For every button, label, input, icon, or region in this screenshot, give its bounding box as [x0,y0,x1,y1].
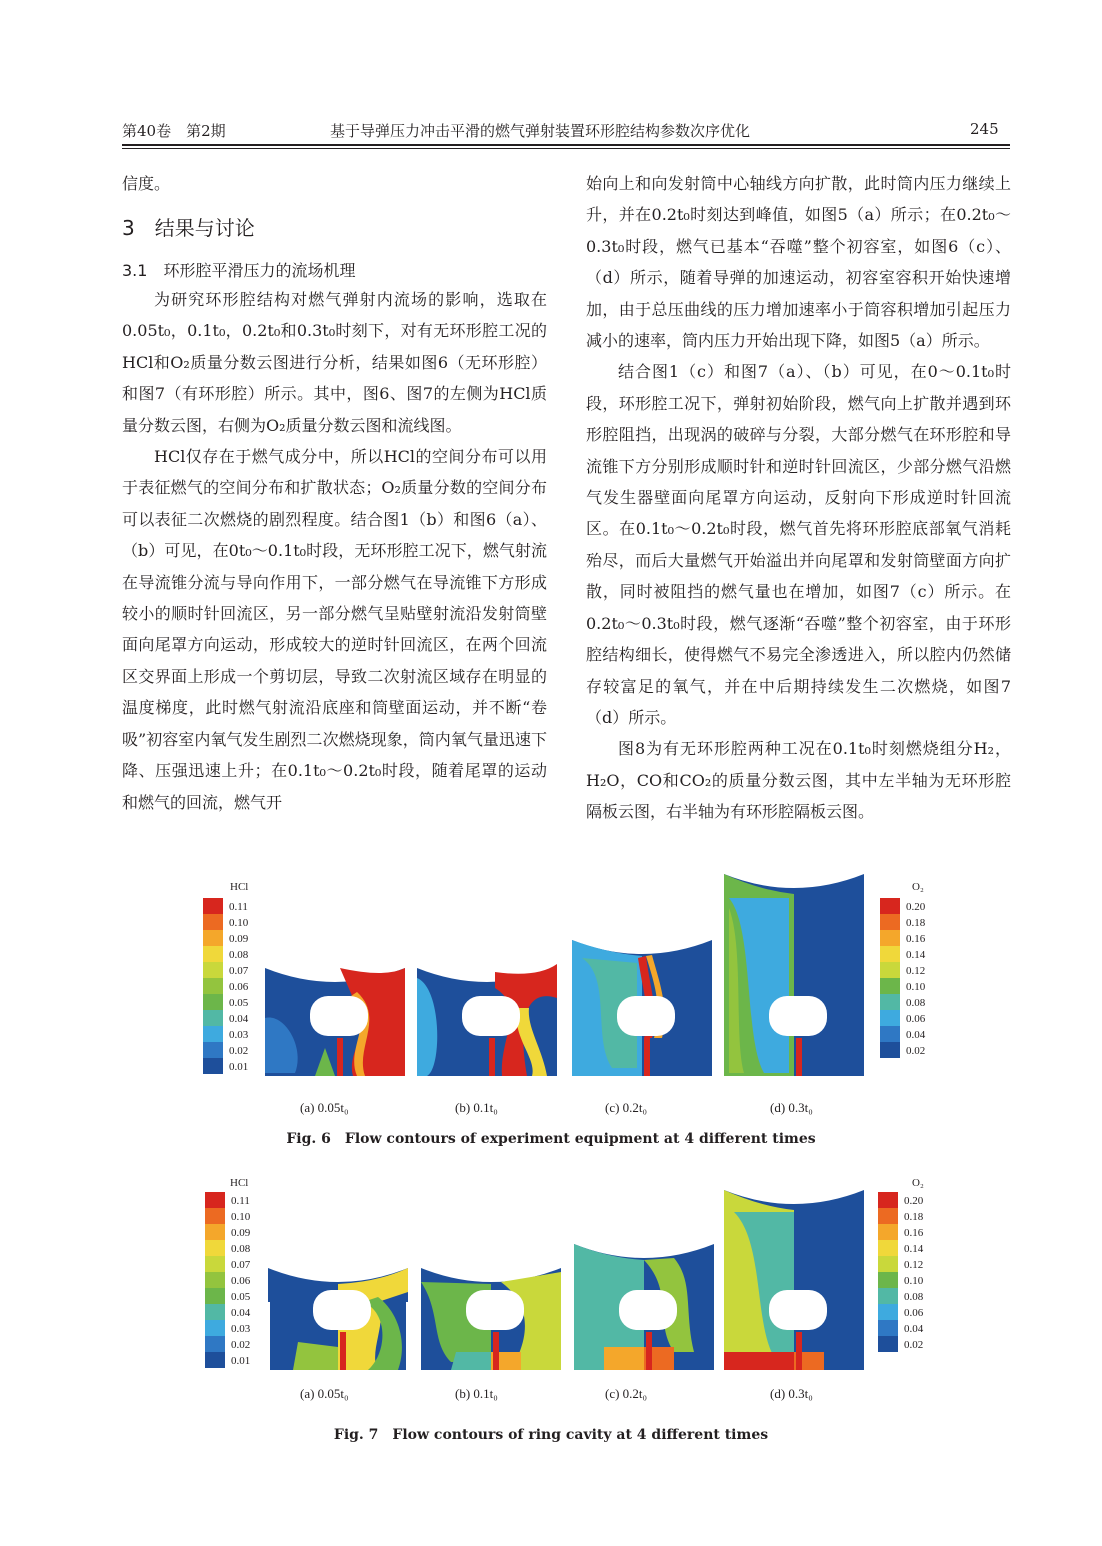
legend-tick-label: 0.12 [906,965,926,977]
hcl-legend [203,881,249,1074]
paragraph: 信度。 [122,174,171,193]
legend-tick-label: 0.08 [906,997,926,1009]
legend-tick-label: 0.08 [229,949,249,961]
running-title: 基于导弹压力冲击平滑的燃气弹射装置环形腔结构参数次序优化 [330,122,751,140]
legend-tick-label: 0.18 [904,1211,924,1223]
legend-tick-label: 0.05 [231,1291,251,1303]
legend-swatch [205,1320,225,1336]
left-column-body [122,284,547,818]
legend-swatch [880,946,900,962]
legend-swatch [880,930,900,946]
paragraph: 为研究环形腔结构对燃气弹射内流场的影响，选取在0.05t₀，0.1t₀，0.2t₀和0.3t₀时刻下，对有无环形腔工况的HCl和O₂质量分数云图进行分析，结果如图6（无环形腔）和图7（有环形腔）所示。其中，图6、图7的左侧为HCl质量分数云图，右侧为O₂质量分数云图和流线图。 [122,290,547,435]
legend-swatch [205,1240,225,1256]
contour-panel-b [421,1268,561,1370]
legend-tick-label: 0.09 [229,933,249,945]
contour-panel-d [724,1190,864,1370]
right-column [586,168,1011,828]
contour-panel-b [417,964,557,1076]
paragraph: 图8为有无环形腔两种工况在0.1t₀时刻燃烧组分H₂，H₂O，CO和CO₂的质量分数云图，其中左半轴为无环形腔隔板云图，右半轴为有环形腔隔板云图。 [586,739,1011,822]
legend-swatch [878,1192,898,1208]
legend-title: HCl [230,1177,249,1189]
figure-6 [0,868,1102,1124]
legend-swatch [203,1042,223,1058]
legend-tick-label: 0.20 [906,901,926,913]
legend-swatch [203,914,223,930]
legend-title: O₂ [912,1177,924,1189]
legend-tick-label: 0.06 [906,1013,926,1025]
legend-tick-label: 0.02 [904,1339,924,1351]
legend-swatch [205,1192,225,1208]
legend-tick-label: 0.11 [231,1195,250,1207]
legend-tick-label: 0.10 [231,1211,251,1223]
contour-panel-a [268,1268,408,1370]
header-rule [122,144,1010,146]
legend-swatch [880,914,900,930]
legend-tick-label: 0.09 [231,1227,251,1239]
panel-label-c: (c) 0.2t₀ [605,1386,648,1401]
legend-swatch [878,1320,898,1336]
left-column [122,168,547,199]
legend-swatch [205,1336,225,1352]
legend-swatch [203,898,223,914]
contour-panel-a [265,968,405,1076]
legend-swatch [205,1352,225,1368]
legend-swatch [205,1288,225,1304]
legend-swatch [203,1010,223,1026]
legend-swatch [205,1304,225,1320]
legend-tick-label: 0.14 [904,1243,924,1255]
legend-swatch [880,898,900,914]
figure-7-caption: Fig. 7 Flow contours of ring cavity at 4 different times [333,1427,769,1443]
panel-label-b: (b) 0.1t₀ [455,1100,498,1115]
contour-panels [265,874,864,1076]
subsection-heading: 3.1 环形腔平滑压力的流场机理 [122,261,356,280]
legend-swatch [878,1288,898,1304]
paragraph: HCl仅存在于燃气成分中，所以HCl的空间分布可以用于表征燃气的空间分布和扩散状态；O₂质量分数的空间分布可以表征二次燃烧的剧烈程度。结合图1（b）和图6（a）、（b）可见，在0t₀～0.1t₀时段，无环形腔工况下，燃气射流在导流锥分流与导向作用下，一部分燃气在导流锥下方形成较小的顺时针回流区，另一部分燃气呈贴壁射流沿发射筒壁面向尾罩方向运动，形成较大的逆时针回流区，在两个回流区交界面上形成一个剪切层，导致二次射流区域存在明显的温度梯度，此时燃气射流沿底座和筒壁面运动，并不断“卷吸”初容室内氧气发生剧烈二次燃烧现象，筒内氧气量迅速下降、压强迅速上升；在0.1t₀～0.2t₀时段，随着尾罩的运动和燃气的回流，燃气开 [122,447,547,812]
paragraph: 始向上和向发射筒中心轴线方向扩散，此时筒内压力继续上升，并在0.2t₀时刻达到峰值，如图5（a）所示；在0.2t₀～0.3t₀时段，燃气已基本“吞噬”整个初容室，如图6（c）、（d）所示，随着导弹的加速运动，初容室容积开始快速增加，由于总压曲线的压力增加速率小于筒容积增加引起压力减小的速率，筒内压力开始出现下降，如图5（a）所示。 [586,174,1011,351]
legend-tick-label: 0.06 [231,1275,251,1287]
legend-swatch [878,1240,898,1256]
legend-tick-label: 0.08 [231,1243,251,1255]
legend-swatch [878,1224,898,1240]
legend-tick-label: 0.06 [229,981,249,993]
legend-swatch [878,1336,898,1352]
legend-swatch [880,1042,900,1058]
legend-tick-label: 0.05 [229,997,249,1009]
legend-tick-label: 0.01 [229,1061,249,1073]
legend-tick-label: 0.07 [229,965,249,977]
legend-tick-label: 0.10 [229,917,249,929]
legend-swatch [205,1272,225,1288]
contour-panel-c [574,1244,714,1370]
panel-label-b: (b) 0.1t₀ [455,1386,498,1401]
legend-tick-label: 0.16 [906,933,926,945]
legend-swatch [880,978,900,994]
legend-tick-label: 0.16 [904,1227,924,1239]
legend-swatch [203,946,223,962]
legend-swatch [880,994,900,1010]
header-rule-thin [122,148,1010,149]
legend-tick-label: 0.03 [231,1323,251,1335]
legend-tick-label: 0.18 [906,917,926,929]
legend-tick-label: 0.01 [231,1355,251,1367]
legend-tick-label: 0.04 [904,1323,924,1335]
legend-swatch [878,1256,898,1272]
contour-panel-d [724,874,864,1076]
legend-swatch [878,1272,898,1288]
legend-tick-label: 0.14 [906,949,926,961]
panel-label-d: (d) 0.3t₀ [770,1386,813,1401]
legend-tick-label: 0.04 [231,1307,251,1319]
legend-swatch [203,1058,223,1074]
legend-tick-label: 0.02 [231,1339,251,1351]
legend-swatch [880,1010,900,1026]
panel-label-d: (d) 0.3t₀ [770,1100,813,1115]
hcl-legend [205,1177,251,1368]
paragraph: 结合图1（c）和图7（a）、（b）可见，在0～0.1t₀时段，环形腔工况下，弹射初始阶段，燃气向上扩散并遇到环形腔阻挡，出现涡的破碎与分裂，大部分燃气在环形腔和导流锥下方分别形成顺时针和逆时针回流区，少部分燃气沿燃气发生器壁面向尾罩方向运动，反射向下形成逆时针回流区。在0.1t₀～0.2t₀时段，燃气首先将环形腔底部氧气消耗殆尽，而后大量燃气开始溢出并向尾罩和发射筒壁面方向扩散，同时被阻挡的燃气量也在增加，如图7（c）所示。在0.2t₀～0.3t₀时段，燃气逐渐“吞噬”整个初容室，由于环形腔结构细长，使得燃气不易完全渗透进入，所以腔内仍然储存较富足的氧气，并在中后期持续发生二次燃烧，如图7（d）所示。 [586,362,1011,727]
legend-swatch [878,1304,898,1320]
section-heading: 3 结果与讨论 [122,216,255,240]
legend-tick-label: 0.12 [904,1259,924,1271]
legend-tick-label: 0.02 [906,1045,926,1057]
o2-legend [880,881,926,1058]
panel-label-c: (c) 0.2t₀ [605,1100,648,1115]
legend-tick-label: 0.07 [231,1259,251,1271]
panel-label-a: (a) 0.05t₀ [300,1386,349,1401]
legend-swatch [203,978,223,994]
contour-panel-c [572,940,712,1076]
legend-title: O₂ [912,881,924,893]
legend-swatch [880,1026,900,1042]
legend-swatch [203,1026,223,1042]
legend-swatch [205,1224,225,1240]
page-number: 245 [970,120,999,138]
legend-swatch [203,930,223,946]
legend-tick-label: 0.08 [904,1291,924,1303]
legend-tick-label: 0.20 [904,1195,924,1207]
legend-tick-label: 0.03 [229,1029,249,1041]
figure-6-caption: Fig. 6 Flow contours of experiment equipment at 4 different times [286,1131,816,1147]
legend-swatch [203,962,223,978]
legend-tick-label: 0.06 [904,1307,924,1319]
legend-tick-label: 0.04 [229,1013,249,1025]
legend-tick-label: 0.11 [229,901,248,913]
legend-title: HCl [230,881,249,893]
legend-tick-label: 0.02 [229,1045,249,1057]
o2-legend [878,1177,924,1352]
panel-label-a: (a) 0.05t₀ [300,1100,349,1115]
figure-7 [0,1172,1102,1420]
legend-tick-label: 0.10 [906,981,926,993]
legend-swatch [205,1256,225,1272]
legend-tick-label: 0.10 [904,1275,924,1287]
legend-tick-label: 0.04 [906,1029,926,1041]
legend-swatch [203,994,223,1010]
legend-swatch [878,1208,898,1224]
legend-swatch [880,962,900,978]
legend-swatch [205,1208,225,1224]
contour-panels [268,1190,864,1370]
journal-volume: 第40卷 第2期 [122,122,226,140]
